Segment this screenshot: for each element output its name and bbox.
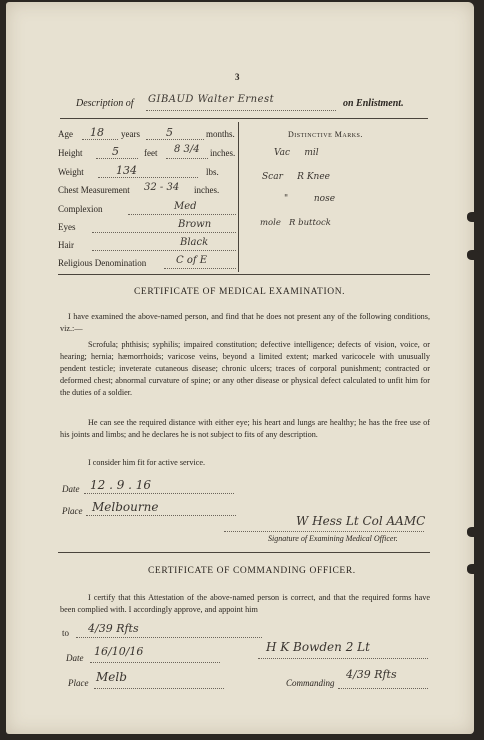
medical-place-value: Melbourne — [92, 500, 159, 514]
weight-label: Weight — [58, 167, 84, 177]
commanding-date-line — [90, 662, 220, 663]
description-prefix: Description of — [76, 98, 134, 109]
medical-signature-line — [224, 531, 424, 532]
months-label: months. — [206, 129, 235, 139]
commanding-signature: H K Bowden 2 Lt — [266, 640, 370, 654]
complexion-value: Med — [174, 201, 197, 212]
medical-conditions: Scrofula; phthisis; syphilis; impaired constitution; defective intelligence; defects of vision, voice, or hearing; hernia; hæmorrhoids; varicose veins, beyond a limited extent; marked varicocele with unusually pendent testicle; inveterate cutaneous disease; chronic ulcers; traces of corporal punishment; contracted or deformed chest; abnormal curvature of spine; or any other disease or physical defect calculated to unfit him for the duties of a soldier. — [60, 340, 430, 397]
medical-date-line — [84, 493, 234, 494]
commanding-text: I certify that this Attestation of the above-named person is correct, and that the required forms have been complied with. I accordingly approve, and appoint him — [60, 593, 430, 614]
punch-hole — [467, 250, 479, 260]
height-label: Height — [58, 148, 83, 158]
commanding-to-value: 4/39 Rfts — [88, 622, 139, 635]
weight-line — [98, 177, 198, 178]
religion-line — [164, 268, 236, 269]
feet-line — [96, 158, 138, 159]
medical-signature: W Hess Lt Col AAMC — [296, 514, 426, 528]
hair-label: Hair — [58, 240, 74, 250]
chest-label: Chest Measurement — [58, 185, 130, 195]
commanding-date-label: Date — [66, 653, 84, 663]
months-line — [146, 139, 204, 140]
marks-heading: Distinctive Marks. — [288, 130, 363, 139]
commanding-unit-value: 4/39 Rfts — [346, 668, 397, 681]
medical-vision: He can see the required distance with either eye; his heart and lungs are healthy; he has the free use of his joints and limbs; and he declares he is not subject to fits of any description. — [60, 418, 430, 439]
commanding-label: Commanding — [286, 678, 335, 688]
punch-hole — [467, 527, 479, 537]
lower-rule — [58, 552, 430, 553]
complexion-line — [128, 214, 236, 215]
religion-value: C of E — [176, 255, 208, 266]
punch-hole — [467, 564, 479, 574]
chest-suffix: inches. — [194, 185, 220, 195]
age-label: Age — [58, 129, 73, 139]
column-divider — [238, 122, 239, 272]
attestation-page — [6, 2, 474, 734]
commanding-signature-line — [258, 658, 428, 659]
commanding-to-line — [76, 637, 262, 638]
marks-line-4: mole R buttock — [260, 218, 331, 228]
commanding-heading: CERTIFICATE OF COMMANDING OFFICER. — [148, 566, 356, 576]
commanding-place-label: Place — [68, 678, 89, 688]
description-line — [146, 110, 336, 111]
inches-label: inches. — [210, 148, 236, 158]
eyes-line — [92, 232, 236, 233]
weight-value: 134 — [116, 164, 137, 177]
medical-intro: I have examined the above-named person, and find that he does not present any of the following conditions, viz.:— — [60, 312, 430, 333]
commanding-to-label: to — [62, 628, 70, 638]
eyes-value: Brown — [178, 219, 212, 230]
commanding-date-value: 16/10/16 — [94, 645, 144, 658]
years-label: years — [121, 129, 140, 139]
feet-label: feet — [144, 148, 158, 158]
hair-line — [92, 250, 236, 251]
page-number: 3 — [235, 72, 240, 82]
punch-hole — [467, 212, 479, 222]
medical-date-value: 12 . 9 . 16 — [90, 478, 152, 492]
medical-date-label: Date — [62, 484, 80, 494]
medical-fit: I consider him fit for active service. — [88, 458, 206, 467]
chest-value: 32 - 34 — [144, 182, 180, 193]
lbs-label: lbs. — [206, 167, 219, 177]
middle-rule — [58, 274, 430, 275]
age-years: 18 — [90, 126, 104, 139]
marks-line-2: Scar R Knee — [262, 172, 330, 182]
height-feet: 5 — [112, 145, 119, 158]
complexion-label: Complexion — [58, 204, 103, 214]
medical-place-line — [86, 515, 236, 516]
height-inches: 8 3/4 — [174, 144, 200, 155]
medical-signature-label: Signature of Examining Medical Officer. — [268, 534, 398, 543]
marks-line-1: Vac mil — [274, 148, 319, 158]
commanding-place-line — [94, 688, 224, 689]
religion-label: Religious Denomination — [58, 258, 147, 268]
marks-line-3: " nose — [284, 194, 336, 204]
inches-line — [166, 158, 208, 159]
eyes-label: Eyes — [58, 222, 76, 232]
age-months: 5 — [166, 126, 173, 139]
description-suffix: on Enlistment. — [343, 98, 404, 109]
medical-heading: CERTIFICATE OF MEDICAL EXAMINATION. — [134, 287, 346, 297]
medical-place-label: Place — [62, 506, 83, 516]
age-line — [82, 139, 118, 140]
commanding-place-value: Melb — [96, 670, 127, 684]
top-rule — [60, 118, 428, 119]
commanding-unit-line — [338, 688, 428, 689]
hair-value: Black — [180, 237, 209, 248]
recruit-name: GIBAUD Walter Ernest — [148, 94, 275, 105]
